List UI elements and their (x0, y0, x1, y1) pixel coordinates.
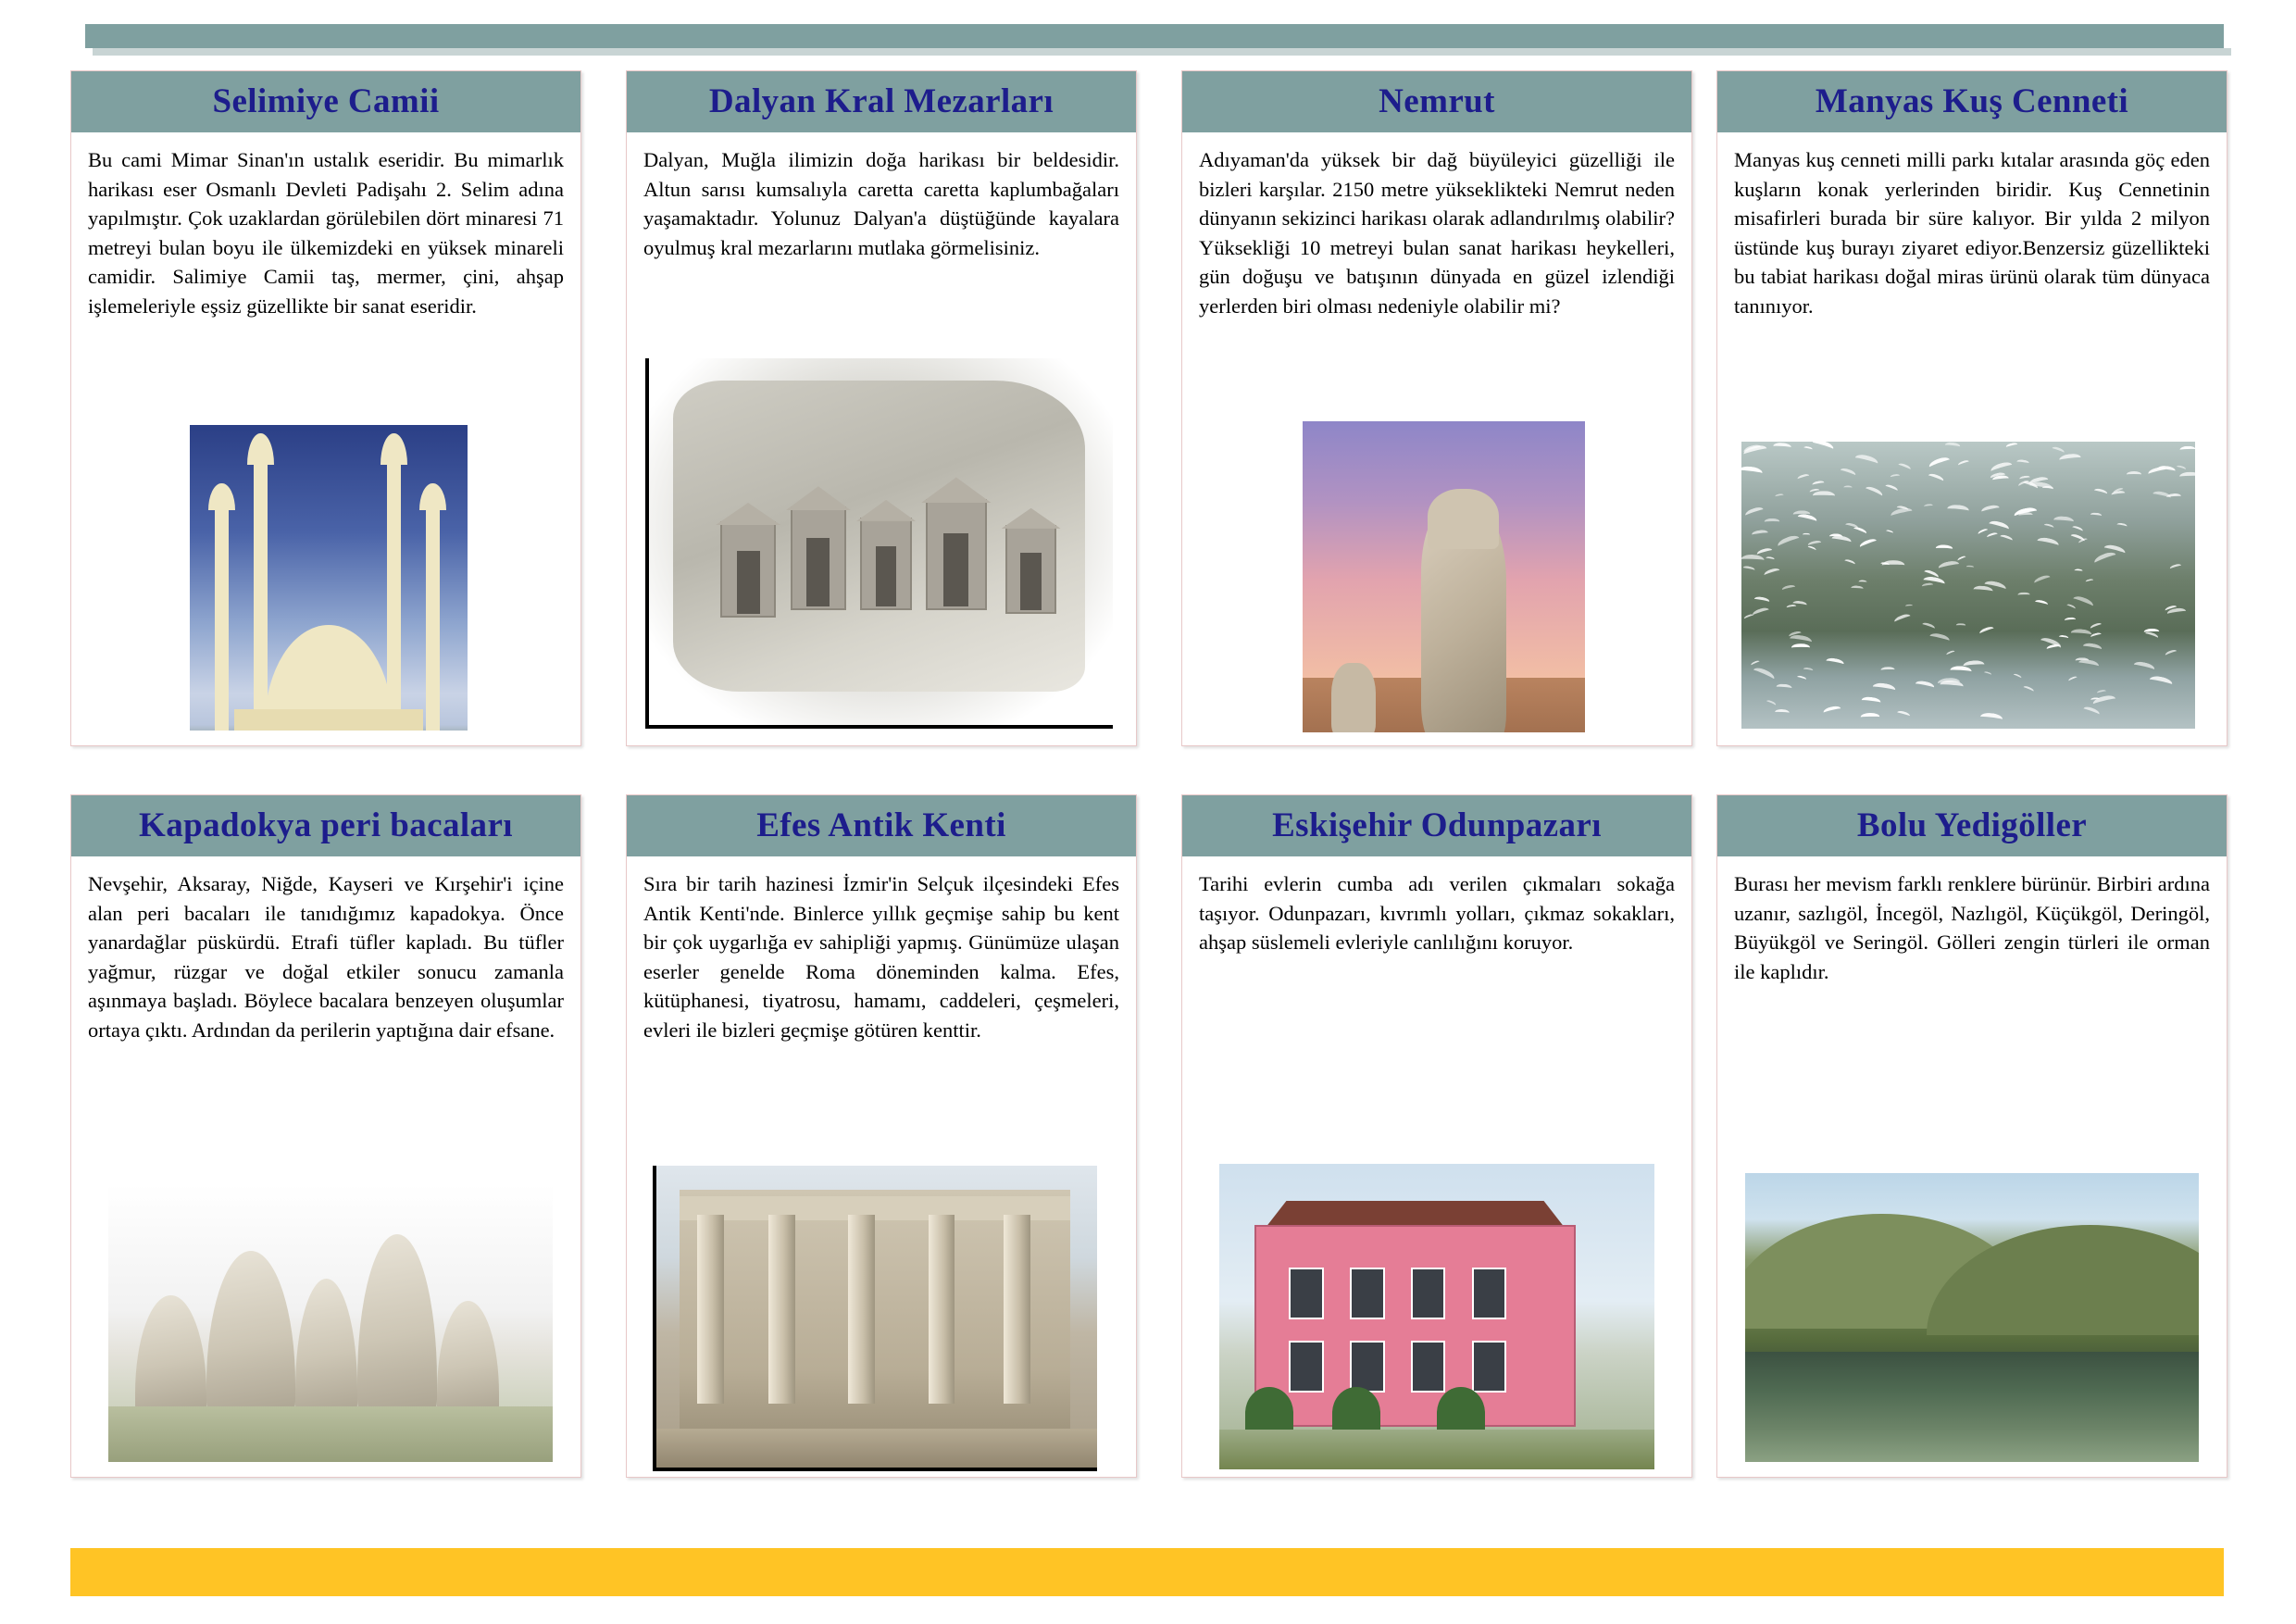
bird-icon (1861, 713, 1880, 721)
bird-icon (2065, 617, 2077, 622)
odunpazari-historic-house-photo (1219, 1164, 1654, 1469)
bird-icon (2111, 490, 2126, 498)
bird-icon (1851, 585, 1864, 592)
bird-icon (2036, 536, 2059, 550)
card-title-nemrut: Nemrut (1182, 71, 1691, 132)
bird-icon (1945, 442, 1961, 450)
bird-icon (2133, 660, 2156, 674)
bird-icon (2165, 649, 2177, 658)
card-body-nemrut (1182, 132, 1691, 330)
bird-icon (1752, 606, 1770, 619)
card-eskisehir-odunpazari[interactable] (1181, 794, 1692, 1478)
card-text-selimiye-camii: Bu cami Mimar Sinan'ın ustalık eseridir. Bu mimarlık harikası eser Osmanlı Devleti Padişahı 2. Selim adına yapılmıştır. Çok uzaklardan görülebilen dört minaresi 71 metreyi bulan boyu ile ülkemizdeki en yüksek minareli camidir. Salimiye Camii taş, mermer, çini, ahşap işlemeleriyle eşsiz güzellikte bir sanat eseridir. (88, 148, 564, 318)
bird-icon (2176, 464, 2186, 470)
bird-icon (1741, 555, 1764, 566)
bird-icon (1884, 483, 1898, 493)
bird-icon (1890, 506, 1914, 520)
bird-icon (1803, 667, 1813, 672)
bird-icon (1853, 453, 1878, 468)
bird-icon (2093, 487, 2108, 496)
bird-icon (1861, 696, 1881, 707)
card-body-eskisehir-odunpazari (1182, 856, 1691, 967)
bird-icon (2043, 523, 2054, 531)
bird-icon (1753, 595, 1770, 605)
bird-icon (1983, 671, 1991, 677)
bird-icon (2012, 673, 2021, 680)
card-body-efes-antik-kenti (627, 856, 1136, 1054)
bird-icon (1905, 605, 1913, 608)
bird-icon (1843, 558, 1855, 567)
bird-icon (1764, 567, 1781, 578)
bird-icon (1765, 518, 1780, 525)
bird-icon (1978, 626, 1995, 637)
bird-icon (1957, 459, 1969, 468)
card-manyas-kus-cenneti[interactable] (1716, 70, 2227, 746)
card-bolu-yedigoller[interactable] (1716, 794, 2227, 1478)
bird-icon (1812, 491, 1834, 501)
bird-icon (1766, 556, 1775, 561)
top-accent-band (85, 24, 2224, 48)
bird-icon (1928, 456, 1953, 472)
card-text-kapadokya-peri-bacalari: Nevşehir, Aksaray, Niğde, Kayseri ve Kırşehir'i içine alan peri bacaları ile tanıdığımız kapadokya. Önce yanardağlar püskürdü. Etrafi tüfler kapladı. Bu tüfler yağmur, rüzgar ve doğal etkiler sonucu zamanla aşınmaya başladı. Böylece bacalara benzeyen oluşumlar ortaya çıktı. Ardından da perilerin yaptığına dair efsane. (88, 872, 564, 1042)
bird-icon (1924, 504, 1933, 508)
bird-icon (2127, 471, 2141, 478)
bird-icon (1741, 465, 1764, 478)
bird-icon (1992, 475, 2009, 483)
bird-icon (1782, 583, 1797, 593)
top-accent-band-shadow (93, 48, 2231, 56)
bird-icon (2082, 706, 2101, 718)
card-title-kapadokya-peri-bacalari: Kapadokya peri bacaları (71, 795, 580, 856)
bird-icon (1751, 530, 1768, 539)
manyas-birds-photo (1741, 442, 2195, 729)
bird-icon (1812, 480, 1825, 487)
card-text-eskisehir-odunpazari: Tarihi evlerin cumba adı verilen çıkmaları sokağa taşıyor. Odunpazarı, kıvrımlı yolları, çıkmaz sokakları, ahşap süslemeli evleriyle canlılığını koruyor. (1199, 872, 1675, 954)
card-body-kapadokya-peri-bacalari (71, 856, 580, 1054)
bird-icon (1766, 700, 1777, 708)
card-grid (70, 70, 2227, 1478)
bird-icon (2022, 685, 2034, 693)
bird-icon (1829, 533, 1842, 539)
card-nemrut[interactable] (1181, 70, 1692, 746)
bird-icon (2005, 442, 2018, 449)
bird-icon (1922, 582, 1934, 589)
card-text-efes-antik-kenti: Sıra bir tarih hazinesi İzmir'in Selçuk ilçesindeki Efes Antik Kenti'nde. Binlerce yıllık geçmişe sahip bu kent bir çok uygarlığa ev sahipliği yapmış. Günümüze ulaşan eserler genelde Roma döneminden kalma. Efes, kütüphanesi, tiyatrosu, hamamı, caddeleri, çeşmeleri, evleri ile bizleri geçmişe götüren kenttir. (643, 872, 1119, 1042)
bird-icon (1915, 680, 1935, 692)
bird-icon (1775, 709, 1790, 717)
bird-icon (2052, 446, 2065, 456)
bird-icon (1776, 683, 1791, 692)
bird-icon (2152, 490, 2172, 502)
bird-icon (2078, 658, 2099, 670)
bird-icon (1744, 506, 1765, 519)
card-text-nemrut: Adıyaman'da yüksek bir dağ büyüleyici güzelliği ile bizleri karşılar. 2150 metre yükseklikteki Nemrut neden dünyanın sekizinci harikası olarak adlandırılmış olabilir? Yüksekliği 10 metreyi bulan sanat harikası heykelleri, gün doğuşu ve batışının dünyada en güzel izlendiği yerlerden biri olması nedeniyle olabilir mi? (1199, 148, 1675, 318)
bird-icon (2033, 574, 2052, 587)
bird-icon (1742, 443, 1767, 459)
bird-icon (2180, 445, 2195, 453)
bird-icon (1823, 705, 1842, 717)
bird-icon (2070, 629, 2091, 640)
bird-icon (2074, 568, 2082, 572)
bird-icon (1893, 612, 1912, 625)
bird-icon (1936, 544, 1953, 553)
bird-icon (2096, 689, 2106, 694)
bird-icon (2016, 459, 2029, 466)
yedigoller-lake-forest-photo (1745, 1173, 2199, 1462)
bird-icon (2067, 676, 2078, 683)
bird-icon (2169, 563, 2182, 571)
card-body-dalyan-kral-mezarlari (627, 132, 1136, 271)
bird-icon (1826, 656, 1845, 668)
card-dalyan-kral-mezarlari[interactable] (626, 70, 1137, 746)
bird-icon (1965, 565, 1974, 568)
card-title-selimiye-camii: Selimiye Camii (71, 71, 580, 132)
bird-icon (1773, 442, 1791, 451)
bird-icon (1890, 473, 1900, 479)
bird-icon (1945, 650, 1955, 657)
card-text-dalyan-kral-mezarlari: Dalyan, Muğla ilimizin doğa harikası bir beldesidir. Altun sarısı kumsalıyla caretta caretta kaplumbağaları yaşamaktadır. Yolunuz Dalyan'a düştüğünde kayalara oyulmuş kral mezarlarını mutlaka görmelisiniz. (643, 148, 1119, 259)
bird-icon (1812, 442, 1835, 454)
bird-icon (1775, 493, 1784, 499)
card-body-selimiye-camii (71, 132, 580, 330)
bird-icon (2018, 511, 2033, 518)
bottom-accent-band (70, 1548, 2224, 1596)
bird-icon (2053, 516, 2075, 526)
bird-icon (1858, 537, 1878, 551)
bird-icon (1947, 505, 1969, 516)
bird-icon (2085, 578, 2093, 583)
bird-icon (1776, 533, 1801, 551)
bird-icon (1742, 566, 1755, 573)
bird-icon (1843, 485, 1852, 489)
bird-icon (2034, 599, 2048, 607)
cappadocia-fairy-chimneys-photo (108, 1184, 553, 1462)
bird-icon (1956, 623, 1966, 628)
bird-icon (2018, 593, 2030, 598)
bird-icon (2000, 534, 2014, 543)
bird-icon (2090, 621, 2103, 631)
bird-icon (1921, 621, 1936, 631)
bird-icon (1803, 533, 1810, 537)
card-title-eskisehir-odunpazari: Eskişehir Odunpazarı (1182, 795, 1691, 856)
bird-icon (2058, 453, 2081, 465)
bird-icon (2179, 472, 2195, 481)
card-kapadokya-peri-bacalari[interactable] (70, 794, 581, 1478)
bird-icon (1803, 445, 1813, 451)
card-body-bolu-yedigoller (1717, 856, 2227, 995)
bird-icon (1885, 529, 1893, 534)
bird-icon (1797, 473, 1810, 481)
bird-icon (1853, 526, 1867, 536)
bird-icon (2065, 603, 2076, 610)
bird-icon (1840, 467, 1857, 479)
selimiye-mosque-photo (190, 425, 468, 809)
card-efes-antik-kenti[interactable] (626, 794, 1137, 1478)
bird-icon (1928, 472, 1945, 484)
bird-icon (1928, 631, 1950, 644)
bird-icon (1872, 681, 1896, 694)
bird-icon (1880, 667, 1894, 673)
bird-icon (1751, 659, 1761, 667)
card-title-efes-antik-kenti: Efes Antik Kenti (627, 795, 1136, 856)
bird-icon (1896, 709, 1910, 718)
card-title-manyas-kus-cenneti: Manyas Kuş Cenneti (1717, 71, 2227, 132)
bird-icon (2149, 675, 2174, 690)
bird-icon (1986, 531, 1998, 540)
bird-icon (1859, 580, 1867, 583)
bird-icon (1979, 711, 2003, 723)
bird-icon (2090, 512, 2103, 518)
bird-icon (1988, 519, 2010, 533)
dalyan-rock-tombs-photo (645, 358, 1113, 729)
bird-icon (1897, 462, 1911, 472)
bird-icon (1791, 643, 1810, 652)
card-selimiye-camii[interactable] (70, 70, 581, 746)
bird-icon (1797, 674, 1807, 681)
card-text-bolu-yedigoller: Burası her mevism farklı renklere bürünür. Birbiri ardına uzanır, sazlıgöl, İncegöl, Nazlıgöl, Küçükgöl, Deringöl, Büyükgöl ve Seringöl. Gölleri zengin türleri ile orman ile kaplıdır. (1734, 872, 2210, 983)
bird-icon (2116, 522, 2128, 529)
bird-icon (1980, 504, 2000, 516)
ephesus-celsus-library-photo (653, 1166, 1097, 1471)
bird-icon (2058, 634, 2068, 640)
bird-icon (2082, 643, 2103, 654)
card-title-dalyan-kral-mezarlari: Dalyan Kral Mezarları (627, 71, 1136, 132)
bird-icon (1864, 484, 1884, 499)
card-title-bolu-yedigoller: Bolu Yedigöller (1717, 795, 2227, 856)
nemrut-statue-head-photo (1303, 421, 1585, 799)
card-text-manyas-kus-cenneti: Manyas kuş cenneti milli parkı kıtalar arasında göç eden kuşların konak yerlerinden biridir. Kuş Cennetinin misafirleri burada bir süre kalıyor. Bir yılda 2 milyon üstünde kuş burayı ziyaret ediyor.Benzersiz güzellikteki bu tabiat harikası doğal miras ürünü olarak tüm dünyaca tanınıyor. (1734, 148, 2210, 318)
bird-icon (2072, 525, 2084, 533)
bird-icon (1752, 666, 1777, 684)
card-body-manyas-kus-cenneti (1717, 132, 2227, 330)
